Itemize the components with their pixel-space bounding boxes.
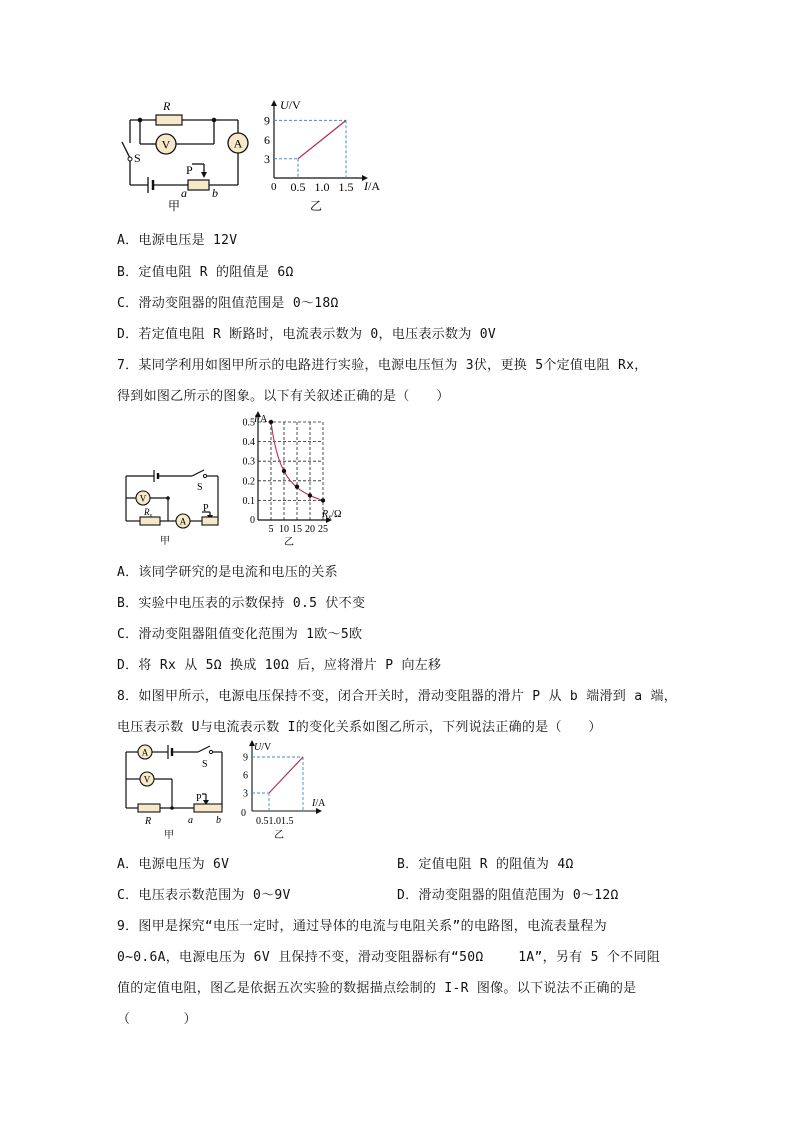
y-tick-label: 0.1 [242,495,255,507]
data-point [295,484,299,488]
y-tick-label: 0.3 [242,456,255,468]
x-tick-label: 15 [292,524,302,535]
q8-option-d: D．滑动变阻器的阻值范围为 0～12Ω [397,888,619,903]
rheostat [188,180,209,190]
x-axis-label: $R_x/\Omega$ [322,509,342,521]
q6-ui-graph [262,98,402,213]
x-tick-label: 1.0 [314,180,330,194]
q7-circuit-figure [118,466,228,546]
q8-option-c: C．电压表示数范围为 0～9V [117,888,291,903]
caption-yi: 乙 [310,199,323,213]
x-tick-label: 5 [268,524,274,535]
slider-label: P [186,163,193,177]
caption-jia: 甲 [160,536,170,547]
x-tick-labels: 0.51.01.5 [256,816,294,827]
end-b-label: b [216,815,221,826]
q7-stem-line2: 得到如图乙所示的图象。以下有关叙述正确的是（ ） [117,389,450,404]
y-tick-label: 9 [264,113,270,128]
q7-option-b: B．实验中电压表的示数保持 0.5 伏不变 [117,596,366,611]
caption-yi: 乙 [284,537,294,548]
ammeter-label: A [141,747,149,758]
q8-stem-line1: 8．如图甲所示，电源电压保持不变，闭合开关时，滑动变阻器的滑片 P 从 b 端滑到 a 端， [117,689,678,704]
q8-stem-line2: 电压表示数 U与电流表示数 I的变化关系如图乙所示，下列说法正确的是（ ） [117,720,602,735]
x-axis-label: I/A [312,798,326,809]
y-axis-label: U/V [254,742,272,753]
q9-stem-line1: 9．图甲是探究“电压一定时，通过导体的电流与电阻关系”的电路图，电流表量程为 [117,919,607,934]
y-tick-label: 3 [264,152,270,166]
q8-option-b: B．定值电阻 R 的阻值为 4Ω [397,857,574,872]
q7-ir-graph [228,411,358,549]
voltmeter-label: V [139,493,147,504]
q7-option-d: D．将 Rx 从 5Ω 换成 10Ω 后，应将滑片 P 向左移 [117,658,442,673]
q6-option-a: A．电源电压是 12V [117,233,238,248]
origin-label: 0 [250,515,255,526]
q6-option-d: D．若定值电阻 R 断路时，电流表示数为 0，电压表示数为 0V [117,327,497,342]
y-tick-label: 6 [264,132,270,147]
y-tick-label: 9 [243,752,248,764]
x-tick-label: 1.5 [338,180,354,194]
y-axis-label: I/A [254,414,268,425]
resistor-rx-label: $R_x$ [144,507,153,519]
ui-line-series [298,120,346,158]
y-tick-label: 0.2 [242,476,255,488]
y-tick-label: 6 [243,770,248,782]
rheostat [202,517,218,525]
resistor-r-label: R [145,816,152,827]
switch-label: S [202,759,208,770]
caption-jia: 甲 [164,830,174,841]
q8-option-a: A．电源电压为 6V [117,857,230,872]
voltmeter-label: V [143,774,151,785]
end-a-label: a [181,186,187,200]
x-tick-label: 25 [318,524,328,535]
q7-option-c: C．滑动变阻器阻值变化范围为 1欧～5欧 [117,627,363,642]
ammeter-label: A [233,136,243,151]
data-point [321,498,325,502]
voltmeter-label: V [161,137,171,152]
origin-label: 0 [241,808,246,819]
x-axis-label: I/A [364,179,380,193]
q9-stem-line2: 0~0.6A，电源电压为 6V 且保持不变，滑动变阻器标有“50Ω 1A”，另有 5 个不同阻 [117,950,661,965]
q6-option-b: B．定值电阻 R 的阻值是 6Ω [117,265,294,280]
data-point [269,420,273,424]
y-tick-label: 0.4 [242,437,255,449]
y-tick-label: 0.5 [242,417,255,429]
data-point [308,493,312,497]
resistor-r-label: R [163,99,171,113]
q9-stem-line4: （ ） [117,1012,197,1027]
data-point [282,469,286,473]
q8-ui-graph [236,740,346,840]
origin-label: 0 [271,181,277,193]
switch-label: S [134,151,141,165]
q6-circuit-figure [118,98,258,213]
q7-option-a: A．该同学研究的是电流和电压的关系 [117,565,338,580]
x-tick-label: 0.5 [290,180,306,194]
rheostat [194,804,222,812]
caption-yi: 乙 [274,830,284,841]
caption-jia: 甲 [168,199,181,213]
q9-stem-line3: 值的定值电阻，图乙是依据五次实验的数据描点绘制的 I-R 图像。以下说法不正确的是 [117,981,637,996]
y-axis-label: U/V [280,98,301,112]
q6-option-c: C．滑动变阻器的阻值范围是 0～18Ω [117,296,339,311]
slider-label: P [196,793,202,804]
end-b-label: b [212,186,218,200]
switch-label: S [197,482,203,493]
slider-label: P [203,503,209,514]
resistor-r [156,115,182,125]
end-a-label: a [188,815,193,826]
y-tick-label: 3 [243,788,248,800]
x-tick-label: 10 [279,524,289,535]
x-tick-label: 20 [305,524,315,535]
ammeter-label: A [179,516,187,527]
q7-stem-line1: 7．某同学利用如图甲所示的电路进行实验，电源电压恒为 3伏，更换 5个定值电阻 Rx， [117,358,648,373]
ui-line-series [269,757,303,793]
q8-circuit-figure [118,740,233,840]
resistor-r [138,804,160,812]
